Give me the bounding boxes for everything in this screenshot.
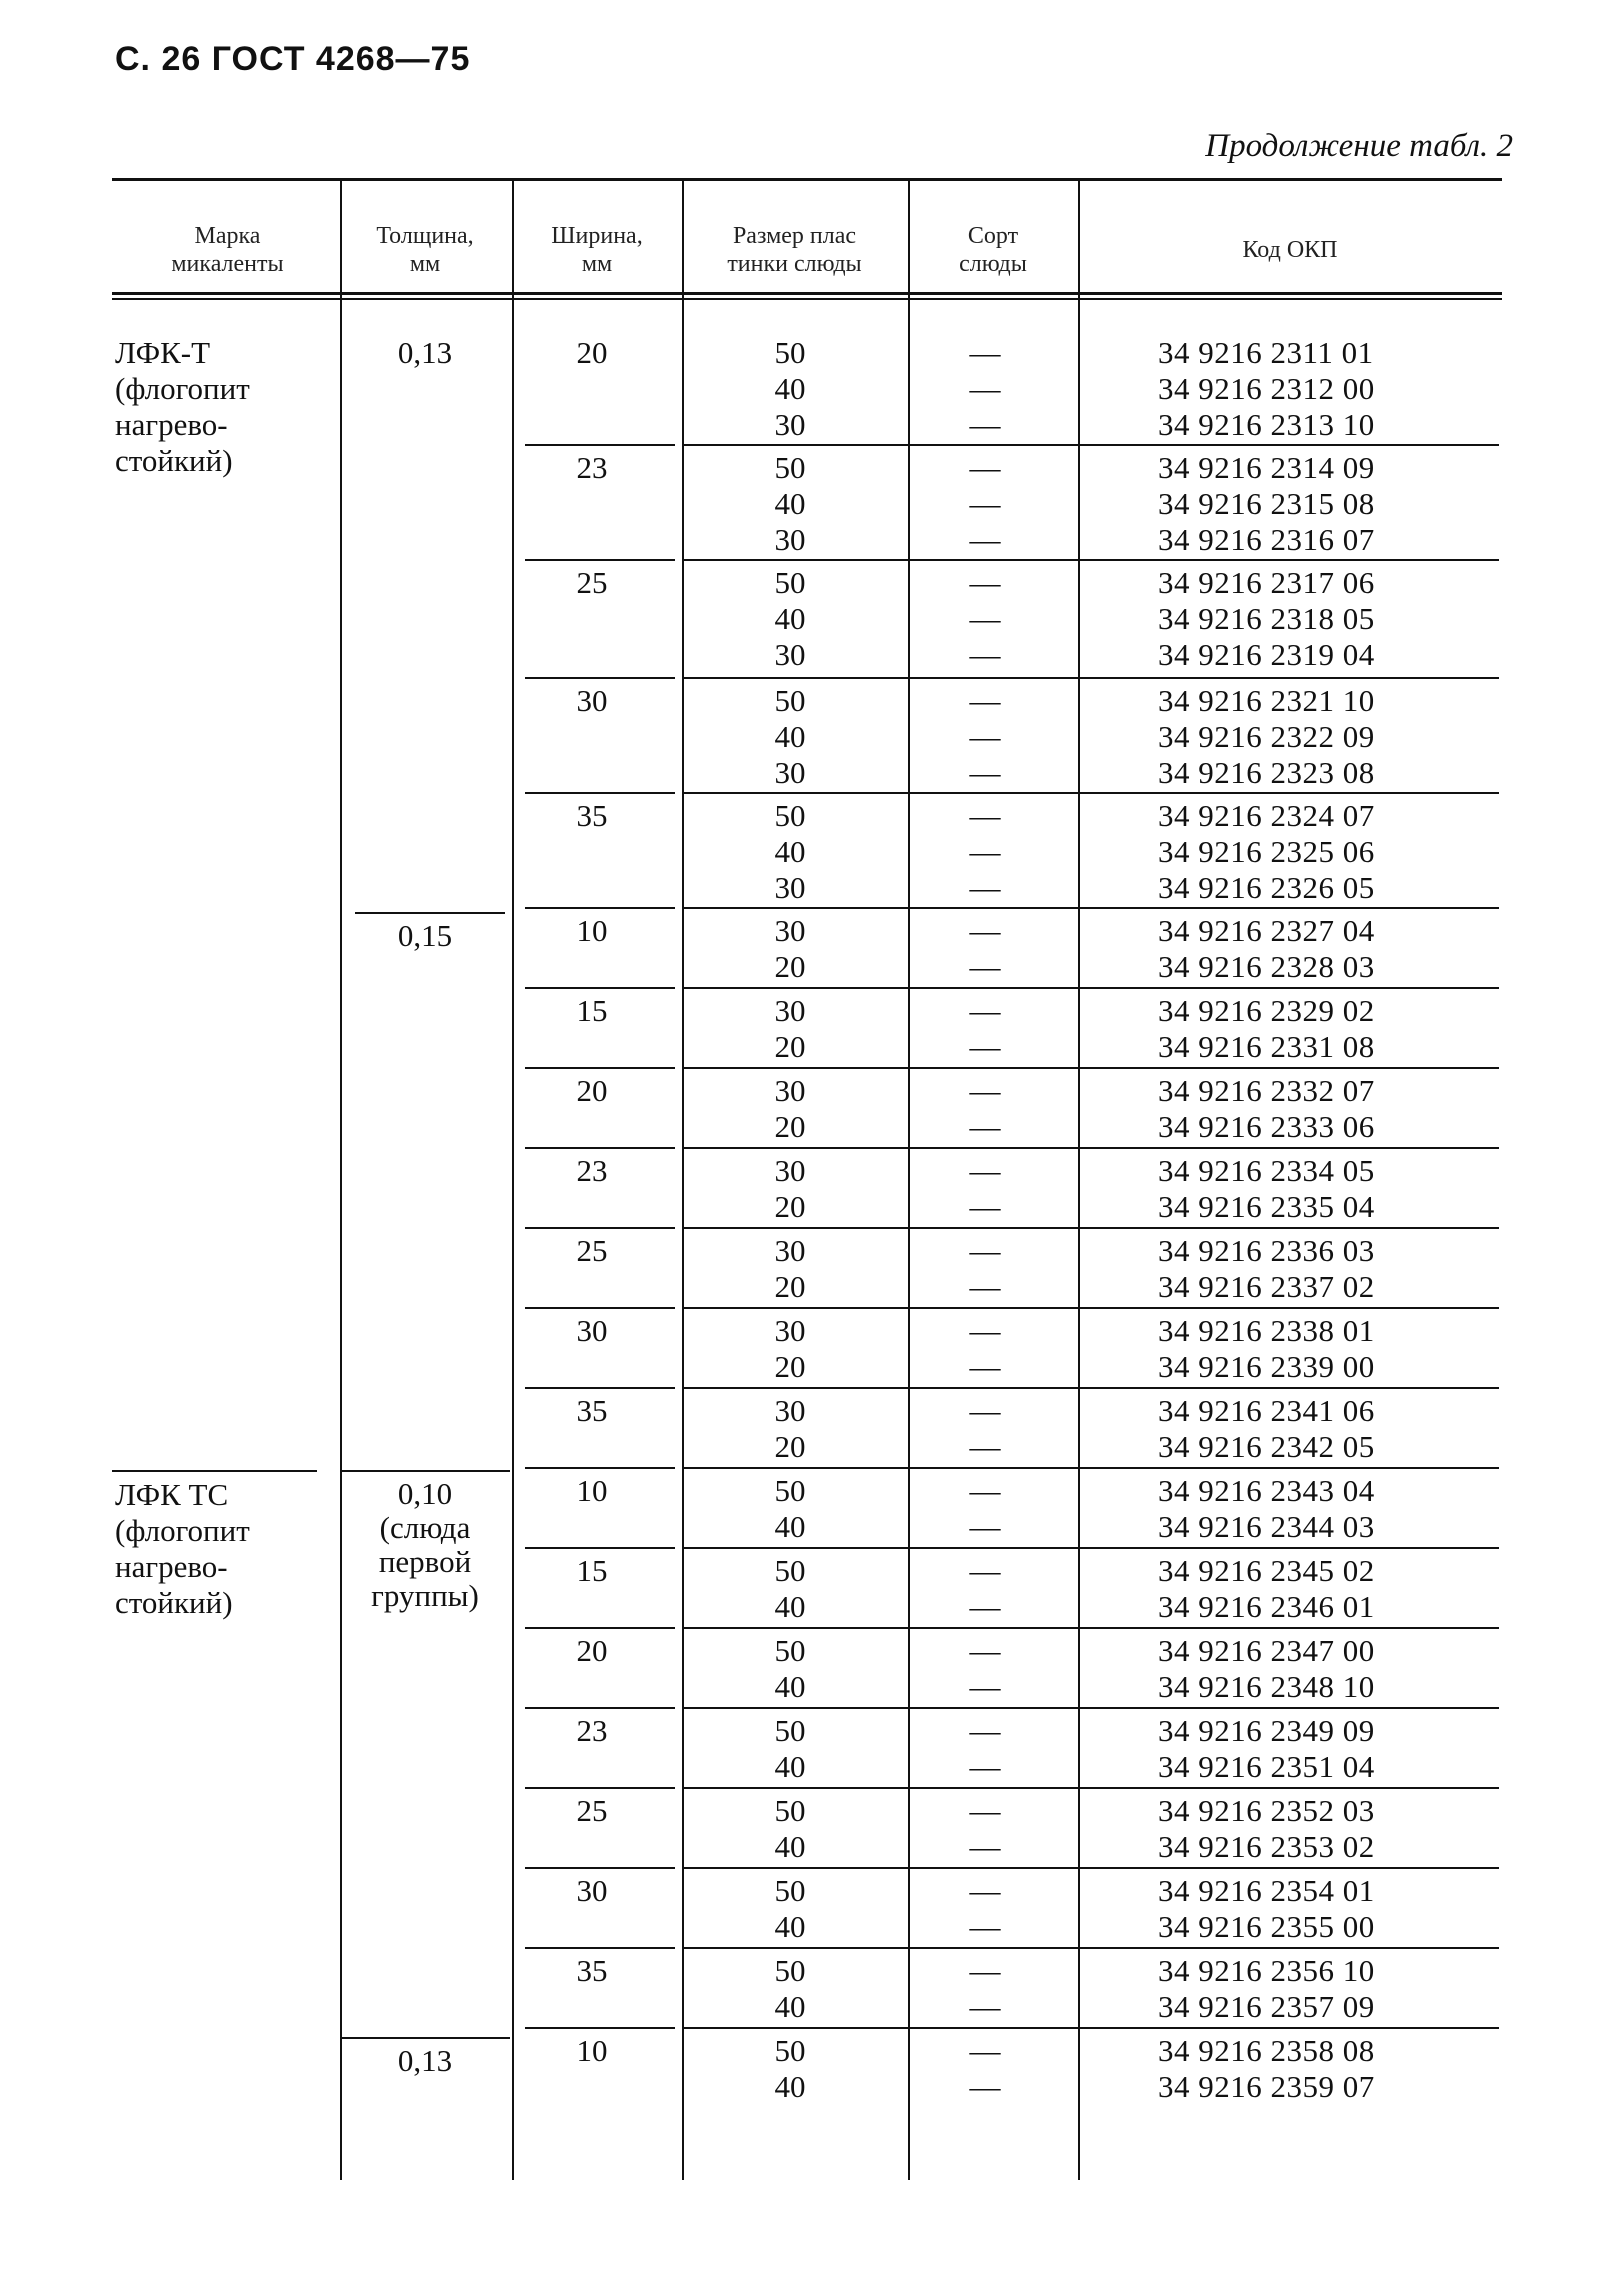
table-top-rule: [112, 178, 1502, 181]
mica-grade-value: —: [969, 601, 1001, 636]
row-group-separator: [684, 2027, 1499, 2029]
plate-size-value: 40: [774, 1509, 806, 1544]
mica-grade-value: —: [969, 949, 1001, 984]
width-value: 10: [576, 913, 608, 948]
okp-code-value: 34 9216 2345 02: [1158, 1553, 1375, 1588]
row-group-separator: [684, 1227, 1499, 1229]
plate-size-value: 50: [774, 1473, 806, 1508]
row-group-separator: [684, 1787, 1499, 1789]
mica-grade-value: —: [969, 719, 1001, 754]
mica-grade-value: —: [969, 1349, 1001, 1384]
page-header: С. 26 ГОСТ 4268—75: [115, 40, 471, 78]
plate-size-value: 50: [774, 1633, 806, 1668]
mica-grade-value: —: [969, 1553, 1001, 1588]
row-group-separator: [684, 1467, 1499, 1469]
mica-grade-value: —: [969, 1269, 1001, 1304]
plate-size-value: 50: [774, 798, 806, 833]
thickness-label: 0,13: [397, 335, 453, 370]
width-value: 25: [576, 1233, 608, 1268]
row-group-separator: [525, 1947, 675, 1949]
width-value: 35: [576, 1393, 608, 1428]
width-value: 30: [576, 1873, 608, 1908]
mica-grade-value: —: [969, 1829, 1001, 1864]
plate-size-value: 20: [774, 1429, 806, 1464]
grade-label: ЛФК-Т (флогопит нагрево- стойкий): [115, 335, 250, 478]
width-value: 15: [576, 993, 608, 1028]
column-header-plate-size: Размер плас тинки слюды: [727, 223, 862, 277]
mica-grade-value: —: [969, 486, 1001, 521]
mica-grade-value: —: [969, 371, 1001, 406]
thickness-separator: [342, 1470, 510, 1472]
plate-size-value: 50: [774, 565, 806, 600]
mica-grade-value: —: [969, 1713, 1001, 1748]
column-divider: [512, 180, 514, 2180]
width-value: 23: [576, 450, 608, 485]
row-group-separator: [525, 444, 675, 446]
row-group-separator: [525, 792, 675, 794]
mica-grade-value: —: [969, 1793, 1001, 1828]
row-group-separator: [525, 1707, 675, 1709]
plate-size-value: 50: [774, 1713, 806, 1748]
plate-size-value: 50: [774, 2033, 806, 2068]
column-divider: [908, 180, 910, 2180]
okp-code-value: 34 9216 2356 10: [1158, 1953, 1375, 1988]
okp-code-value: 34 9216 2332 07: [1158, 1073, 1375, 1108]
row-group-separator: [525, 1067, 675, 1069]
width-value: 25: [576, 565, 608, 600]
row-group-separator: [684, 677, 1499, 679]
plate-size-value: 40: [774, 371, 806, 406]
row-group-separator: [684, 907, 1499, 909]
mica-grade-value: —: [969, 683, 1001, 718]
okp-code-value: 34 9216 2316 07: [1158, 522, 1375, 557]
thickness-label: 0,10 (слюда первой группы): [371, 1476, 479, 1613]
mica-grade-value: —: [969, 1029, 1001, 1064]
plate-size-value: 20: [774, 1269, 806, 1304]
okp-code-value: 34 9216 2324 07: [1158, 798, 1375, 833]
row-group-separator: [525, 987, 675, 989]
plate-size-value: 50: [774, 1953, 806, 1988]
plate-size-value: 50: [774, 1553, 806, 1588]
width-value: 10: [576, 2033, 608, 2068]
column-header-mica-grade: Сорт слюды: [959, 223, 1027, 277]
width-value: 23: [576, 1713, 608, 1748]
plate-size-value: 50: [774, 683, 806, 718]
okp-code-value: 34 9216 2339 00: [1158, 1349, 1375, 1384]
okp-code-value: 34 9216 2348 10: [1158, 1669, 1375, 1704]
plate-size-value: 20: [774, 949, 806, 984]
okp-code-value: 34 9216 2338 01: [1158, 1313, 1375, 1348]
okp-code-value: 34 9216 2321 10: [1158, 683, 1375, 718]
mica-grade-value: —: [969, 1749, 1001, 1784]
okp-code-value: 34 9216 2315 08: [1158, 486, 1375, 521]
okp-code-value: 34 9216 2313 10: [1158, 407, 1375, 442]
row-group-separator: [684, 1867, 1499, 1869]
okp-code-value: 34 9216 2351 04: [1158, 1749, 1375, 1784]
plate-size-value: 40: [774, 601, 806, 636]
okp-code-value: 34 9216 2328 03: [1158, 949, 1375, 984]
plate-size-value: 30: [774, 522, 806, 557]
okp-code-value: 34 9216 2341 06: [1158, 1393, 1375, 1428]
row-group-separator: [684, 559, 1499, 561]
row-group-separator: [684, 792, 1499, 794]
mica-grade-value: —: [969, 1313, 1001, 1348]
okp-code-value: 34 9216 2346 01: [1158, 1589, 1375, 1624]
thickness-label: 0,15: [397, 918, 453, 953]
column-header-width: Ширина, мм: [551, 223, 643, 277]
mica-grade-value: —: [969, 1189, 1001, 1224]
plate-size-value: 30: [774, 407, 806, 442]
okp-code-value: 34 9216 2342 05: [1158, 1429, 1375, 1464]
okp-code-value: 34 9216 2343 04: [1158, 1473, 1375, 1508]
thickness-separator: [355, 912, 505, 914]
okp-code-value: 34 9216 2331 08: [1158, 1029, 1375, 1064]
row-group-separator: [525, 559, 675, 561]
plate-size-value: 50: [774, 1873, 806, 1908]
row-group-separator: [684, 1307, 1499, 1309]
mica-grade-value: —: [969, 1909, 1001, 1944]
plate-size-value: 40: [774, 834, 806, 869]
width-value: 25: [576, 1793, 608, 1828]
mica-grade-value: —: [969, 1233, 1001, 1268]
row-group-separator: [525, 2027, 675, 2029]
okp-code-value: 34 9216 2312 00: [1158, 371, 1375, 406]
width-value: 35: [576, 798, 608, 833]
row-group-separator: [684, 1947, 1499, 1949]
mica-grade-value: —: [969, 2033, 1001, 2068]
mica-grade-value: —: [969, 1393, 1001, 1428]
okp-code-value: 34 9216 2353 02: [1158, 1829, 1375, 1864]
row-group-separator: [525, 1307, 675, 1309]
okp-code-value: 34 9216 2319 04: [1158, 637, 1375, 672]
mica-grade-value: —: [969, 1473, 1001, 1508]
mica-grade-value: —: [969, 407, 1001, 442]
width-value: 15: [576, 1553, 608, 1588]
width-value: 10: [576, 1473, 608, 1508]
width-value: 20: [576, 1073, 608, 1108]
plate-size-value: 30: [774, 993, 806, 1028]
mica-grade-value: —: [969, 798, 1001, 833]
row-group-separator: [525, 677, 675, 679]
width-value: 30: [576, 683, 608, 718]
plate-size-value: 30: [774, 1073, 806, 1108]
okp-code-value: 34 9216 2335 04: [1158, 1189, 1375, 1224]
okp-code-value: 34 9216 2325 06: [1158, 834, 1375, 869]
plate-size-value: 20: [774, 1109, 806, 1144]
row-group-separator: [525, 1627, 675, 1629]
plate-size-value: 40: [774, 2069, 806, 2104]
mica-grade-value: —: [969, 522, 1001, 557]
mica-grade-value: —: [969, 913, 1001, 948]
column-header-thickness: Толщина, мм: [376, 223, 474, 277]
plate-size-value: 40: [774, 1909, 806, 1944]
grade-label: ЛФК ТС (флогопит нагрево- стойкий): [115, 1477, 250, 1620]
plate-size-value: 30: [774, 1393, 806, 1428]
okp-code-value: 34 9216 2344 03: [1158, 1509, 1375, 1544]
okp-code-value: 34 9216 2349 09: [1158, 1713, 1375, 1748]
okp-code-value: 34 9216 2311 01: [1158, 335, 1374, 370]
grade-separator: [112, 1470, 317, 1472]
row-group-separator: [684, 1627, 1499, 1629]
okp-code-value: 34 9216 2334 05: [1158, 1153, 1375, 1188]
okp-code-value: 34 9216 2355 00: [1158, 1909, 1375, 1944]
okp-code-value: 34 9216 2327 04: [1158, 913, 1375, 948]
plate-size-value: 30: [774, 913, 806, 948]
width-value: 20: [576, 1633, 608, 1668]
mica-grade-value: —: [969, 2069, 1001, 2104]
mica-grade-value: —: [969, 1073, 1001, 1108]
row-group-separator: [684, 1387, 1499, 1389]
row-group-separator: [684, 1147, 1499, 1149]
mica-grade-value: —: [969, 637, 1001, 672]
plate-size-value: 40: [774, 1829, 806, 1864]
column-header-grade: Марка микаленты: [171, 223, 284, 277]
row-group-separator: [525, 907, 675, 909]
plate-size-value: 30: [774, 1233, 806, 1268]
width-value: 20: [576, 335, 608, 370]
width-value: 23: [576, 1153, 608, 1188]
column-header-okp-code: Код ОКП: [1242, 237, 1338, 263]
plate-size-value: 40: [774, 486, 806, 521]
table-header-rule: [112, 292, 1502, 295]
mica-grade-value: —: [969, 834, 1001, 869]
row-group-separator: [525, 1467, 675, 1469]
okp-code-value: 34 9216 2358 08: [1158, 2033, 1375, 2068]
mica-grade-value: —: [969, 1109, 1001, 1144]
mica-grade-value: —: [969, 335, 1001, 370]
plate-size-value: 30: [774, 755, 806, 790]
row-group-separator: [684, 1067, 1499, 1069]
plate-size-value: 30: [774, 637, 806, 672]
okp-code-value: 34 9216 2337 02: [1158, 1269, 1375, 1304]
okp-code-value: 34 9216 2323 08: [1158, 755, 1375, 790]
okp-code-value: 34 9216 2317 06: [1158, 565, 1375, 600]
mica-grade-value: —: [969, 450, 1001, 485]
plate-size-value: 40: [774, 1669, 806, 1704]
plate-size-value: 30: [774, 1153, 806, 1188]
mica-grade-value: —: [969, 870, 1001, 905]
plate-size-value: 20: [774, 1349, 806, 1384]
plate-size-value: 40: [774, 1989, 806, 2024]
row-group-separator: [525, 1227, 675, 1229]
okp-code-value: 34 9216 2326 05: [1158, 870, 1375, 905]
plate-size-value: 50: [774, 450, 806, 485]
mica-grade-value: —: [969, 1429, 1001, 1464]
okp-code-value: 34 9216 2357 09: [1158, 1989, 1375, 2024]
plate-size-value: 40: [774, 719, 806, 754]
mica-grade-value: —: [969, 755, 1001, 790]
mica-grade-value: —: [969, 1989, 1001, 2024]
plate-size-value: 40: [774, 1589, 806, 1624]
row-group-separator: [684, 444, 1499, 446]
mica-grade-value: —: [969, 565, 1001, 600]
row-group-separator: [684, 1547, 1499, 1549]
mica-grade-value: —: [969, 1633, 1001, 1668]
plate-size-value: 30: [774, 1313, 806, 1348]
mica-grade-value: —: [969, 993, 1001, 1028]
table-header-rule-2: [112, 298, 1502, 300]
row-group-separator: [525, 1547, 675, 1549]
okp-code-value: 34 9216 2354 01: [1158, 1873, 1375, 1908]
mica-grade-value: —: [969, 1953, 1001, 1988]
column-divider: [340, 180, 342, 2180]
mica-grade-value: —: [969, 1873, 1001, 1908]
okp-code-value: 34 9216 2347 00: [1158, 1633, 1375, 1668]
plate-size-value: 40: [774, 1749, 806, 1784]
thickness-label: 0,13: [397, 2043, 453, 2078]
okp-code-value: 34 9216 2333 06: [1158, 1109, 1375, 1144]
row-group-separator: [525, 1867, 675, 1869]
thickness-separator: [342, 2037, 510, 2039]
plate-size-value: 50: [774, 335, 806, 370]
plate-size-value: 50: [774, 1793, 806, 1828]
row-group-separator: [525, 1787, 675, 1789]
row-group-separator: [684, 1707, 1499, 1709]
okp-code-value: 34 9216 2352 03: [1158, 1793, 1375, 1828]
mica-grade-value: —: [969, 1153, 1001, 1188]
okp-code-value: 34 9216 2318 05: [1158, 601, 1375, 636]
okp-code-value: 34 9216 2322 09: [1158, 719, 1375, 754]
mica-grade-value: —: [969, 1509, 1001, 1544]
width-value: 35: [576, 1953, 608, 1988]
column-divider: [1078, 180, 1080, 2180]
mica-grade-value: —: [969, 1589, 1001, 1624]
row-group-separator: [525, 1387, 675, 1389]
width-value: 30: [576, 1313, 608, 1348]
okp-code-value: 34 9216 2359 07: [1158, 2069, 1375, 2104]
okp-code-value: 34 9216 2314 09: [1158, 450, 1375, 485]
okp-code-value: 34 9216 2329 02: [1158, 993, 1375, 1028]
plate-size-value: 30: [774, 870, 806, 905]
okp-code-value: 34 9216 2336 03: [1158, 1233, 1375, 1268]
table-continuation-label: Продолжение табл. 2: [1205, 128, 1513, 164]
row-group-separator: [684, 987, 1499, 989]
column-divider: [682, 180, 684, 2180]
plate-size-value: 20: [774, 1029, 806, 1064]
mica-grade-value: —: [969, 1669, 1001, 1704]
row-group-separator: [525, 1147, 675, 1149]
plate-size-value: 20: [774, 1189, 806, 1224]
